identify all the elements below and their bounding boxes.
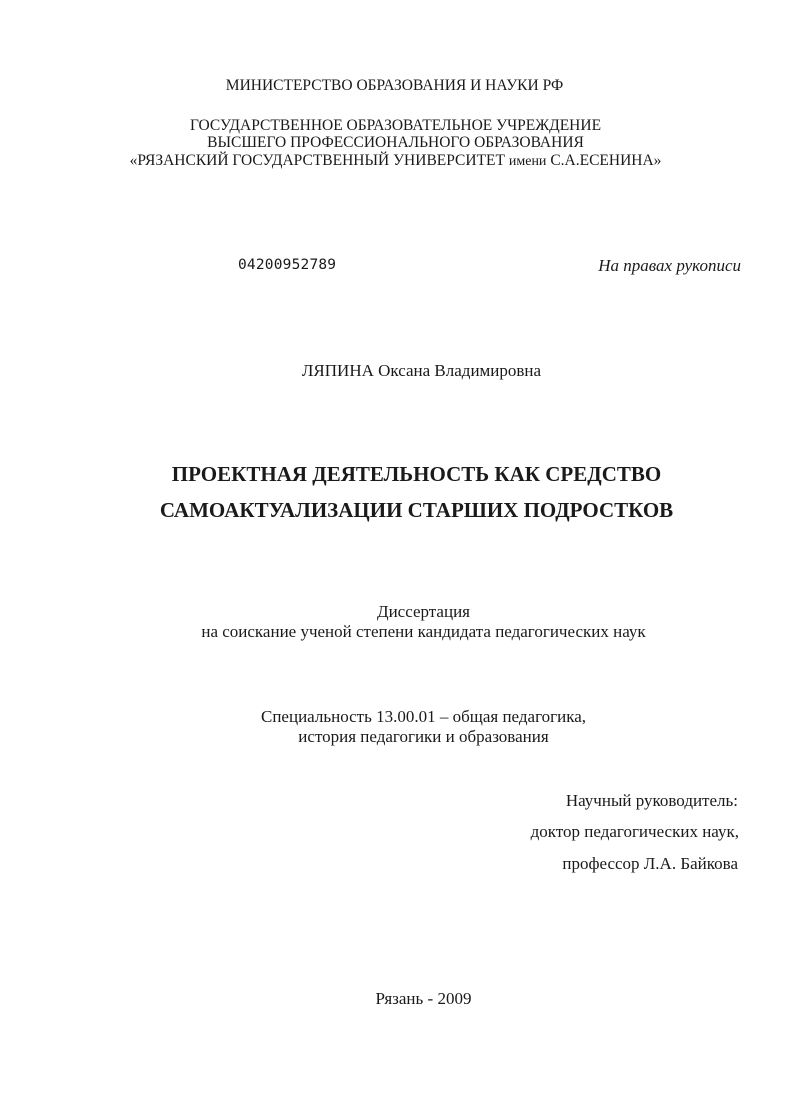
- institution-line-3: [0, 152, 793, 171]
- thesis-title-line-1: ПРОЕКТНАЯ ДЕЯТЕЛЬНОСТЬ КАК СРЕДСТВО: [171, 462, 662, 486]
- specialty-line-1: Специальность 13.00.01 – общая педагогика,: [261, 707, 586, 726]
- university-name-part1: «РЯЗАНСКИЙ ГОСУДАРСТВЕННЫЙ УНИВЕРСИТЕТ: [129, 152, 509, 169]
- rights-note: На правах рукописи: [598, 256, 741, 275]
- advisor-name: профессор Л.А. Байкова: [562, 854, 738, 873]
- dissertation-purpose: на соискание ученой степени кандидата педагогических наук: [201, 622, 646, 641]
- ministry-heading: МИНИСТЕРСТВО ОБРАЗОВАНИЯ И НАУКИ РФ: [225, 77, 564, 94]
- city-year: Рязань - 2009: [375, 989, 472, 1008]
- advisor-degree: доктор педагогических наук,: [530, 822, 739, 841]
- advisor-label: Научный руководитель:: [565, 791, 738, 810]
- thesis-title-line-2: САМОАКТУАЛИЗАЦИИ СТАРШИХ ПОДРОСТКОВ: [159, 498, 674, 522]
- dissertation-type: Диссертация: [376, 602, 470, 621]
- university-name-part2: С.А.ЕСЕНИНА»: [546, 152, 662, 169]
- specialty-line-2: история педагогики и образования: [298, 727, 549, 746]
- institution-line-1: ГОСУДАРСТВЕННОЕ ОБРАЗОВАТЕЛЬНОЕ УЧРЕЖДЕНИЕ: [189, 117, 602, 134]
- author-name: ЛЯПИНА Оксана Владимировна: [301, 361, 542, 380]
- barcode-number: 04200952789: [238, 257, 337, 273]
- university-name-imeni: имени: [508, 154, 547, 169]
- institution-line-2: ВЫСШЕГО ПРОФЕССИОНАЛЬНОГО ОБРАЗОВАНИЯ: [207, 134, 584, 151]
